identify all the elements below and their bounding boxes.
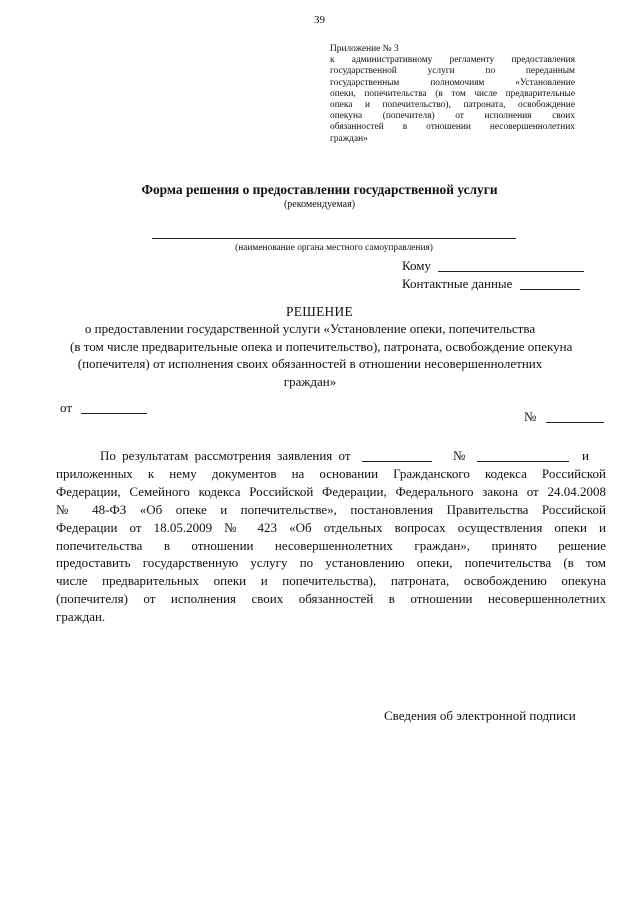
appendix-line: опека и попечительство), патроната, освобождение	[330, 100, 575, 111]
decision-number-field[interactable]	[546, 409, 604, 423]
body-text-fragment: и	[581, 448, 589, 463]
decision-date-row	[60, 400, 147, 416]
organ-name-caption: (наименование органа местного самоуправления)	[235, 243, 433, 253]
appendix-line: обязанностей в отношении несовершеннолетних	[330, 122, 575, 133]
decision-date-field[interactable]	[81, 400, 147, 414]
application-number-field[interactable]	[477, 448, 569, 462]
body-number-label: №	[453, 448, 466, 463]
body-line: Федерации от 18.05.2009 № 423 «Об отдельных вопросах осуществления опеки и	[56, 519, 606, 535]
body-line: граждан.	[56, 609, 106, 625]
form-title: Форма решения о предоставлении государственной услуги	[141, 182, 498, 197]
appendix-line: государственной услуги по переданным	[330, 66, 575, 77]
body-line: Федерации, Семейного кодекса Российской Федерации, Федерального закона от 24.04.2008	[56, 483, 606, 499]
electronic-signature-note: Сведения об электронной подписи	[384, 708, 576, 723]
body-line: предоставить государственную услугу по установлению опеки, попечительства (в том	[56, 555, 606, 571]
decision-number-row	[524, 409, 604, 425]
body-line	[86, 447, 606, 465]
body-line: (попечителя) от исполнения своих обязанностей в отношении несовершеннолетних	[56, 591, 606, 607]
application-date-field[interactable]	[362, 448, 432, 462]
number-label: №	[524, 409, 537, 424]
appendix-line: опеки, попечительства (в том числе предварительные	[330, 88, 575, 99]
decision-body	[56, 447, 606, 626]
decision-title: РЕШЕНИЕ	[286, 304, 353, 319]
recipient-row	[402, 258, 584, 274]
appendix-line: к административному регламенту предоставления	[330, 55, 575, 66]
recipient-field[interactable]	[438, 258, 584, 272]
appendix-line: опекуна (попечителя) от исполнения своих	[330, 111, 575, 122]
decision-subject-line: (попечителя) от исполнения своих обязанностей в отношении несовершеннолетних	[77, 356, 543, 371]
date-label: от	[60, 400, 73, 415]
contacts-row	[402, 276, 580, 292]
decision-subject	[70, 320, 573, 390]
organ-name-field[interactable]	[152, 238, 516, 239]
page-number: 39	[314, 14, 325, 26]
contacts-label: Контактные данные	[402, 276, 513, 291]
contacts-field[interactable]	[520, 276, 580, 290]
decision-subject-line: о предоставлении государственной услуги «Установление опеки, попечительства	[84, 321, 536, 336]
body-line: № 48-ФЗ «Об опеке и попечительстве», постановления Правительства Российской	[56, 501, 606, 517]
appendix-line: государственным полномочиям «Установление	[330, 77, 575, 88]
form-subtitle: (рекомендуемая)	[283, 199, 356, 210]
body-line: числе предварительных опеки и попечительства), патроната, освобождению опекуна	[56, 573, 606, 589]
decision-subject-line: (в том числе предварительные опека и попечительство), патроната, освобождение опекуна	[70, 338, 573, 354]
appendix-header	[330, 44, 575, 145]
recipient-label: Кому	[402, 258, 432, 273]
body-line: попечительства в отношении несовершеннолетних граждан», принято решение	[56, 537, 606, 553]
body-text-fragment: По результатам рассмотрения заявления от	[100, 448, 351, 463]
appendix-line: граждан»	[330, 133, 368, 144]
body-line: приложенных к нему документов на основании Гражданского кодекса Российской	[56, 465, 606, 481]
appendix-line: Приложение № 3	[330, 44, 399, 54]
decision-subject-line: граждан»	[283, 373, 337, 389]
